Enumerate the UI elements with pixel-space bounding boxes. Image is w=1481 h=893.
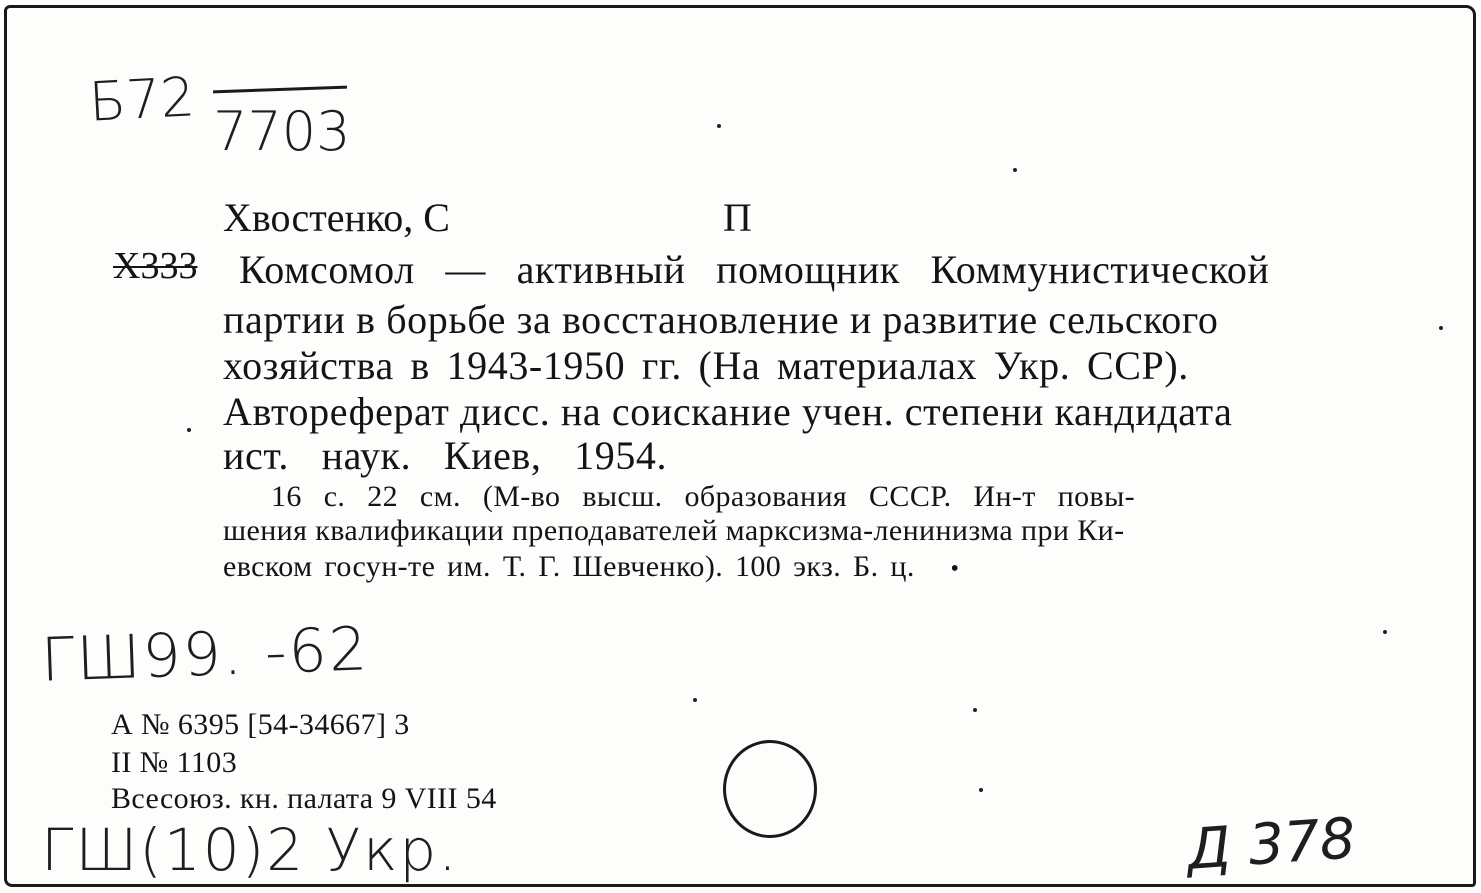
registration-line: II № 1103	[111, 746, 238, 779]
shelf-mark-handwritten: ГШ99. -62	[39, 614, 371, 696]
crossed-out-code: Х333	[113, 245, 198, 287]
speck-icon	[693, 698, 697, 702]
registration-line: А № 6395 [54-34667] 3	[111, 708, 410, 741]
description-line	[223, 550, 959, 584]
speck-icon	[717, 124, 721, 128]
accession-number-handwritten: Д 378	[1184, 806, 1358, 883]
title-line: Автореферат дисс. на соискание учен. степени кандидата	[223, 389, 1233, 434]
classification-handwritten: ГШ(10)2 Укр.	[41, 816, 459, 884]
speck-icon	[1383, 630, 1387, 634]
title-line: партии в борьбе за восстановление и развитие сельского	[223, 297, 1219, 342]
speck-icon	[979, 788, 983, 792]
catalog-card	[4, 5, 1476, 887]
call-number-divider	[213, 86, 347, 94]
registration-line: Всесоюз. кн. палата 9 VIII 54	[111, 782, 497, 815]
description-line: 16 с. 22 см. (М-во высш. образования СССР. Ин-т повы-	[271, 480, 1136, 513]
speck-icon	[973, 708, 977, 712]
title-line: хозяйства в 1943-1950 гг. (На материалах Укр. ССР).	[223, 343, 1189, 388]
circle-stamp-icon	[723, 740, 817, 838]
speck-icon	[1013, 168, 1017, 172]
bullet-icon: •	[950, 556, 960, 582]
description-line: шения квалификации преподавателей марксизма-ленинизма при Ки-	[223, 514, 1125, 547]
author-initial: П	[723, 195, 752, 240]
speck-icon	[1439, 326, 1443, 330]
author-surname: Хвостенко, С	[223, 195, 450, 240]
title-line: ист. наук. Киев, 1954.	[223, 433, 668, 478]
call-number-prefix: Б72	[87, 65, 197, 134]
title-line: Комсомол — активный помощник Коммунистической	[239, 247, 1270, 292]
speck-icon	[187, 428, 191, 432]
call-number: 7703	[213, 100, 351, 163]
description-text: евском госун-те им. Т. Г. Шевченко). 100 экз. Б. ц.	[223, 550, 915, 583]
